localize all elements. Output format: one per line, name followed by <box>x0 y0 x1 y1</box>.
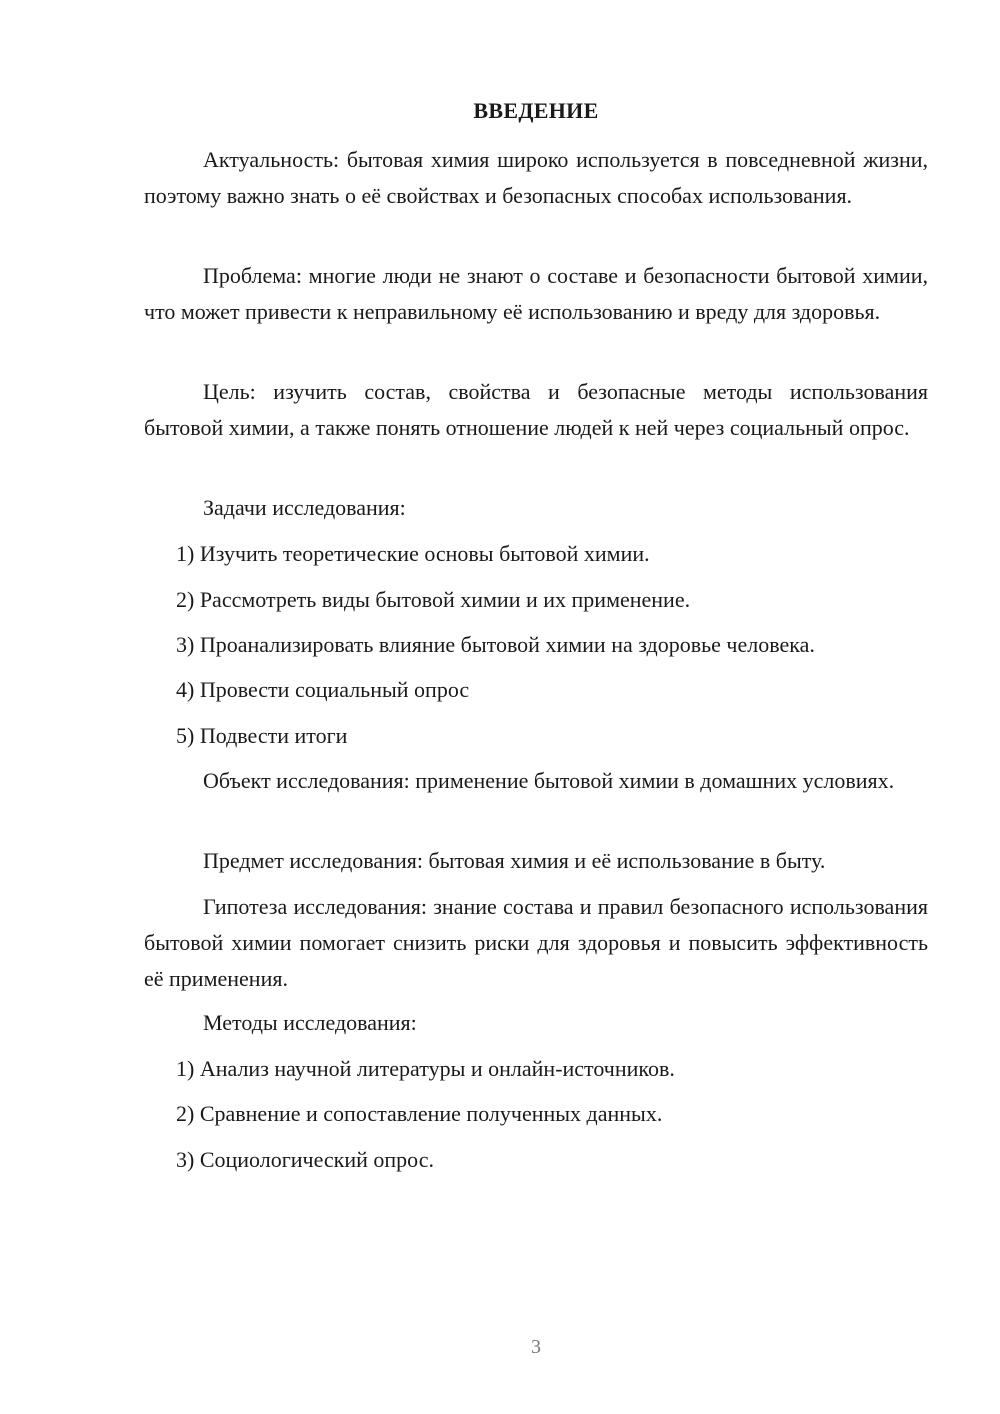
tasks-title: Задачи исследования: <box>203 495 406 520</box>
section-heading: ВВЕДЕНИЕ <box>473 98 599 123</box>
task-item-3: 3) Проанализировать влияние бытовой химии на здоровье человека. <box>176 632 815 657</box>
paragraph-goal: Цель: изучить состав, свойства и безопасные методы использования бытовой химии, а также понять отношение людей к ней через социальный опрос. <box>144 379 928 440</box>
method-item-2: 2) Сравнение и сопоставление полученных данных. <box>176 1101 663 1126</box>
method-item-1: 1) Анализ научной литературы и онлайн-источников. <box>176 1056 675 1081</box>
task-item-5: 5) Подвести итоги <box>176 723 348 748</box>
paragraph-object: Объект исследования: применение бытовой химии в домашних условиях. <box>203 768 895 793</box>
task-item-4: 4) Провести социальный опрос <box>176 677 470 702</box>
paragraph-relevance: Актуальность: бытовая химия широко используется в повседневной жизни, поэтому важно знать о её свойствах и безопасных способах использования. <box>144 147 928 208</box>
task-item-2: 2) Рассмотреть виды бытовой химии и их применение. <box>176 587 691 612</box>
method-item-3: 3) Социологический опрос. <box>176 1147 434 1172</box>
methods-title: Методы исследования: <box>203 1010 417 1035</box>
paragraph-subject: Предмет исследования: бытовая химия и её использование в быту. <box>203 848 826 873</box>
paragraph-problem: Проблема: многие люди не знают о составе и безопасности бытовой химии, что может привести к неправильному её использованию и вреду для здоровья. <box>144 263 928 324</box>
paragraph-hypothesis: Гипотеза исследования: знание состава и правил безопасного использования бытовой химии помогает снизить риски для здоровья и повысить эффективность её применения. <box>144 894 928 991</box>
task-item-1: 1) Изучить теоретические основы бытовой химии. <box>176 541 650 566</box>
page-number: 3 <box>531 1336 541 1358</box>
